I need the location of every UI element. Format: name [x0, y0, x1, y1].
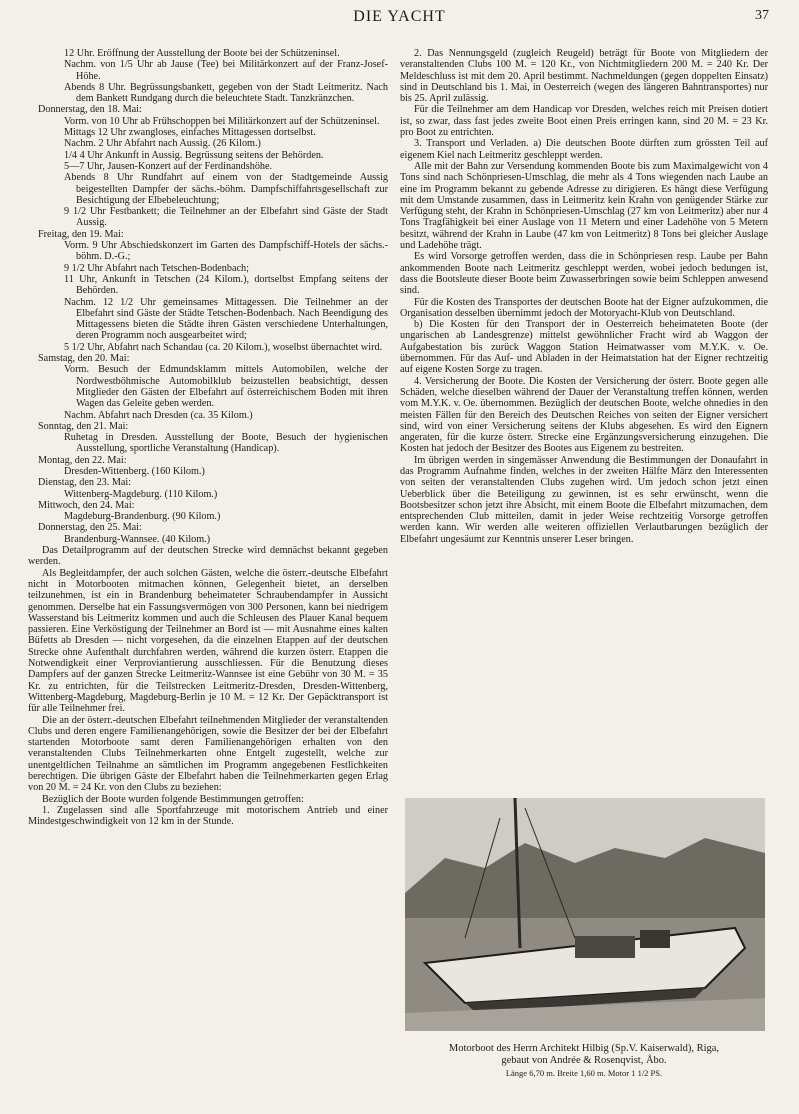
paragraph: Freitag, den 19. Mai:: [38, 228, 124, 240]
paragraph: b) Die Kosten für den Transport der in Oesterreich beheimateten Boote (der ungarischen ab Landesgrenze) mittelst gewöhnlicher Fracht wird ab Waggon der Aufgabestation bis zurück Waggon Station Heimatwasser vom M.Y.K. v. Oe. übernommen. Für das Auf- und Abladen in der Heimatstation hat der Eigner rechtzeitig auf eigene Kosten Sorge zu tragen.: [400, 319, 768, 376]
paragraph: 5—7 Uhr, Jausen-Konzert auf der Ferdinandshöhe.: [64, 160, 273, 172]
paragraph: 9 1/2 Uhr Abfahrt nach Tetschen-Bodenbach;: [64, 262, 249, 274]
left-column: [28, 48, 388, 827]
paragraph: 1/4 4 Uhr Ankunft in Aussig. Begrüssung seitens der Behörden.: [64, 149, 324, 161]
motorboat-illustration: [405, 798, 765, 1031]
paragraph: 5 1/2 Uhr, Abfahrt nach Schandau (ca. 20 Kilom.), woselbst übernachtet wird.: [64, 341, 383, 353]
motorboat-photo: [405, 798, 765, 1031]
paragraph: Die an der österr.-deutschen Elbefahrt teilnehmenden Mitglieder der veranstaltenden Clubs und deren engere Familienangehörigen, sowie die Besitzer der bei der Elbefahrt startenden Motorboote samt deren Familienangehörigen erhalten von den veranstaltenden Clubs Teilnehmerkarten ohne Entgelt zugestellt, welche zur unentgeltlichen Teilnahme an sämtlichen im Programm angegebenen Festlichkeiten berechtigen. Die übrigen Gäste der Elbefahrt haben die Teilnehmerkarten gegen Erlag von 20 M. = 24 Kr. von den Clubs zu beziehen:: [28, 714, 388, 794]
paragraph: Das Detailprogramm auf der deutschen Strecke wird demnächst bekannt gegeben werden.: [28, 545, 388, 568]
paragraph: Es wird Vorsorge getroffen werden, dass die in Schönpriesen resp. Laube per Bahn ankommenden Boote nach Leitmeritz geschleppt werden, wobei jedoch bedungen ist, dass die Bootsleute dieser Boote beim Zuwasserbringen sowie beim Schleppen anwesend sind.: [400, 251, 768, 297]
page-number: 37: [755, 8, 769, 23]
paragraph: Ruhetag in Dresden. Ausstellung der Boote, Besuch der hygienischen Ausstellung, sportliche Veranstaltung (Handicap).: [64, 432, 388, 455]
paragraph: 4. Versicherung der Boote. Die Kosten der Versicherung der österr. Boote gegen alle Schäden, welche dieselben während der Dauer der Veranstaltung treffen können, werden vom M.Y.K. v. Oe. übernommen. Bezüglich der deutschen Boote, welche ohnedies in den meisten Fällen für den Bereich des Deutschen Reiches von seiten der Eigner versichert sind, wird von einer Versicherung seitens der Klubs abgesehen. Es wird den Eignern angeraten, für die kurze österr. Strecke eine Ergänzungsversicherung einzugehen. Die Kosten hat jedoch der Besitzer des Bootes aus Eigenem zu bestreiten.: [400, 375, 768, 455]
paragraph: Nachm. 2 Uhr Abfahrt nach Aussig. (26 Kilom.): [64, 138, 261, 150]
paragraph: 11 Uhr, Ankunft in Tetschen (24 Kilom.), dortselbst Empfang seitens der Behörden.: [64, 273, 388, 297]
paragraph: Donnerstag, den 25. Mai:: [38, 522, 142, 534]
paragraph: Donnerstag, den 18. Mai:: [38, 104, 142, 116]
paragraph: Vorm. Besuch der Edmundsklamm mittels Automobilen, welche der Nordwestböhmische Automobilklub beizustellen beabsichtigt, dessen Mitglieder den Gästen der Elbefahrt auf österreichischem Boden mit ihren Wagen das Geleite geben werden.: [64, 364, 388, 410]
paragraph: 3. Transport und Verladen. a) Die deutschen Boote dürften zum grössten Teil auf eigenem Kiel nach Leitmeritz geschleppt werden.: [400, 138, 768, 161]
paragraph: Im übrigen werden in singemässer Anwendung die Bestimmungen der Donaufahrt in das Programm Aufnahme finden, welches in der zweiten Hälfte März den Interessenten von seiten der veranstaltenden Clubs zugehen wird. Um jedoch schon jetzt einen Ueberblick über die Beteiligung zu gewinnen, ist es sehr erwünscht, wenn die Bootsbesitzer schon jetzt ihre Absicht, mit einem Boote die Elbefahrt mitzumachen, dem entsprechenden Club mitteilen, damit in jeder Weise rechtzeitig Vorsorge getroffen werden kann. Wir werden alle weiteren offiziellen Verlautbarungen bezüglich der Elbefahrt ungesäumt zur Kenntnis unserer Leser bringen.: [400, 454, 768, 545]
right-column: [400, 48, 768, 545]
paragraph: Vorm. von 10 Uhr ab Frühschoppen bei Militärkonzert auf der Schützeninsel.: [64, 115, 380, 127]
paragraph: Für die Kosten des Transportes der deutschen Boote hat der Eigner aufzukommen, die Organisation desselben übernimmt jedoch der Motoryacht-Klub von Deutschland.: [400, 296, 768, 319]
paragraph: 2. Das Nennungsgeld (zugleich Reugeld) beträgt für Boote von Mitgliedern der veranstaltenden Clubs 100 M. = 120 Kr., von Nichtmitgliedern 200 M. = 240 Kr. Der Meldeschluss ist mit dem 20. April bestimmt. Nachmeldungen (gegen doppelten Einsatz) sind in Deutschland bis 1. Mai, in Oesterreich (wegen des längeren Bahntransportes) nur bis 25. April zulässig.: [400, 48, 768, 105]
paragraph: 12 Uhr. Eröffnung der Ausstellung der Boote bei der Schützeninsel.: [64, 48, 340, 59]
journal-title: DIE YACHT: [353, 8, 446, 25]
paragraph: Vorm. 9 Uhr Abschiedskonzert im Garten des Dampfschiff-Hotels der sächs.-böhm. D.-G.;: [64, 240, 388, 263]
paragraph: Dresden-Wittenberg. (160 Kilom.): [64, 465, 205, 477]
paragraph: Für die Teilnehmer am dem Handicap vor Dresden, welches reich mit Preisen dotiert ist, so zwar, dass fast jedes zweite Boot einen Preis erringen kann, sind 20 M. = 23 Kr. pro Boot zu entrichten.: [400, 104, 768, 139]
paragraph: Abends 8 Uhr Rundfahrt auf einem von der Stadtgemeinde Aussig beigestellten Dampfer der sächs.-böhm. Dampfschiffahrtsgesellschaft zur Besichtigung der Elbebeleuchtung;: [64, 172, 388, 206]
paragraph: 9 1/2 Uhr Festbankett; die Teilnehmer an der Elbefahrt sind Gäste der Stadt Aussig.: [64, 206, 388, 229]
paragraph: Bezüglich der Boote wurden folgende Bestimmungen getroffen:: [42, 793, 304, 805]
paragraph: Nachm. Abfahrt nach Dresden (ca. 35 Kilom.): [64, 409, 253, 421]
caption-line-1: Motorboot des Herrn Architekt Hilbig (Sp.V. Kaiserwald), Riga,: [448, 1043, 720, 1054]
paragraph: 1. Zugelassen sind alle Sportfahrzeuge mit motorischem Antrieb und einer Mindestgeschwindigkeit von 12 km in der Stunde.: [28, 804, 388, 828]
paragraph: Nachm. 12 1/2 Uhr gemeinsames Mittagessen. Die Teilnehmer an der Elbefahrt sind Gäste der Städte Tetschen-Bodenbach. Nach Beendigung des Mittagessens bieten die Städte ihren Gästen verschiedene Unterhaltungen, deren Programm noch ausgearbeitet wird;: [64, 296, 388, 342]
paragraph: Abends 8 Uhr. Begrüssungsbankett, gegeben von der Stadt Leitmeritz. Nach dem Bankett Rundgang durch die beleuchtete Stadt. Tanzkränzchen.: [64, 81, 388, 105]
paragraph: Samstag, den 20. Mai:: [38, 353, 130, 365]
paragraph: Brandenburg-Wannsee. (40 Kilom.): [64, 533, 211, 545]
paragraph: Dienstag, den 23. Mai:: [38, 477, 132, 489]
paragraph: Als Begleitdampfer, der auch solchen Gästen, welche die österr.-deutsche Elbefahrt nicht in Motorbooten mitmachen können, Gelegenheit bietet, an derselben teilzunehmen, ist ein in Brandenburg beheimateter Schraubendampfer in Aussicht genommen. Derselbe hat ein Fassungsvermögen von 300 Personen, kann bei niedrigem Wasserstand bis Leitmeritz kommen und auch die Schleusen des Plauer Kanal bequem passieren. Eine Verköstigung der Teilnehmer an Bord ist — mit Ausnahme eines kalten Büfetts ab Dresden — nicht vorgesehen, da die einzelnen Etappen auf der deutschen Strecke ohne Aufenthalt durchfahren werden, während die kurzen österr. Etappen die Notwendigkeit einer Verproviantierung ausschliessen. Für die Benutzung dieses Dampfers auf der ganzen Strecke Leitmeritz-Wannsee ist eine Gebühr von 30 M. = 35 Kr. zu entrichten, für die Teilstrecken Leitmeritz-Dresden, Dresden-Wittenberg, Wittenberg-Magdeburg, Magdeburg-Berlin je 10 M. = 12 Kr. Der Gepäcktransport ist für alle Teilnehmer frei.: [28, 567, 388, 715]
paragraph: Alle mit der Bahn zur Versendung kommenden Boote bis zum Maximalgewicht von 4 Tons sind nach Schönpriesen-Umschlag, die mehr als 4 Tons wiegenden nach Laube an eine im Programm bekannt zu gebende Adresse zu dirigieren. Es hängt diese Verfügung mit dem Umstande zusammen, dass in Leitmeritz kein Krahn von genügender Stärke zur Verfügung steht, der Krahn in Schönpriesen-Umschlag (27 km von Leitmeritz) aber nur 4 Tons Tragfähigkeit bei einer Auslage von 11 Metern und einer Ladehöhe von 5 Metern besitzt, während der Krahn in Laube (47 km von Leitmeritz) 8 Tons bei gleicher Auslage und Ladehöhe trägt.: [400, 160, 768, 252]
paragraph: Montag, den 22. Mai:: [38, 454, 127, 466]
caption-dimensions: Länge 6,70 m. Breite 1,60 m. Motor 1 1/2 PS.: [505, 1068, 663, 1078]
paragraph: Sonntag, den 21. Mai:: [38, 420, 129, 432]
paragraph: Magdeburg-Brandenburg. (90 Kilom.): [64, 511, 221, 523]
photo-caption: [400, 1043, 768, 1079]
page-header: [0, 0, 799, 34]
caption-line-2: gebaut von Andrée & Rosenqvist, Åbo.: [501, 1055, 667, 1066]
paragraph: Mittags 12 Uhr zwangloses, einfaches Mittagessen dortselbst.: [64, 127, 316, 139]
paragraph: Wittenberg-Magdeburg. (110 Kilom.): [64, 488, 218, 500]
paragraph: Mittwoch, den 24. Mai:: [38, 499, 135, 511]
paragraph: Nachm. von 1/5 Uhr ab Jause (Tee) bei Militärkonzert auf der Franz-Josef-Höhe.: [64, 59, 388, 82]
